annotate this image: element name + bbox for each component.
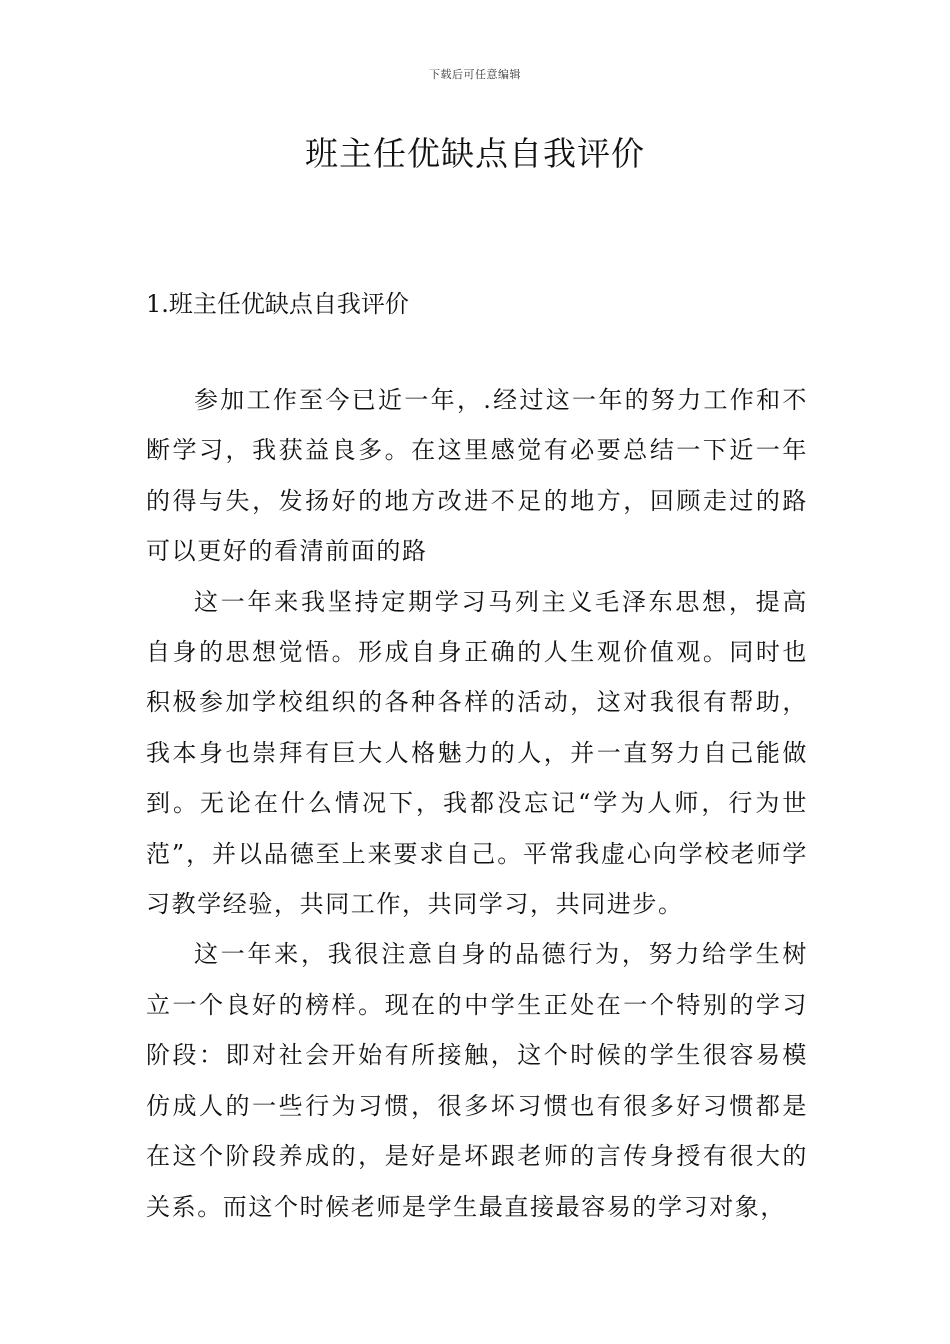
header-note: 下载后可任意编辑	[429, 68, 521, 81]
paragraph: 这一年来，我很注意自身的品德行为，努力给学生树立一个良好的榜样。现在的中学生正处在一个特别的学习阶段：即对社会开始有所接触，这个时候的学生很容易模仿成人的一些行为习惯，很多坏习惯也有很多好习惯都是在这个阶段养成的，是好是坏跟老师的言传身授有很大的关系。而这个时候老师是学生最直接最容易的学习对象，	[146, 940, 808, 1221]
body-text	[146, 375, 808, 1232]
paragraph: 参加工作至今已近一年，.经过这一年的努力工作和不断学习，我获益良多。在这里感觉有必要总结一下近一年的得与失，发扬好的地方改进不足的地方，回顾走过的路可以更好的看清前面的路	[146, 386, 808, 566]
paragraph: 这一年来我坚持定期学习马列主义毛泽东思想，提高自身的思想觉悟。形成自身正确的人生观价值观。同时也积极参加学校组织的各种各样的活动，这对我很有帮助，我本身也崇拜有巨大人格魅力的人，并一直努力自己能做到。无论在什么情况下，我都没忘记“学为人师，行为世范”，并以品德至上来要求自己。平常我虚心向学校老师学习教学经验，共同工作，共同学习，共同进步。	[146, 587, 808, 919]
section-heading: 1.班主任优缺点自我评价	[146, 290, 409, 318]
page-title: 班主任优缺点自我评价	[305, 134, 645, 173]
